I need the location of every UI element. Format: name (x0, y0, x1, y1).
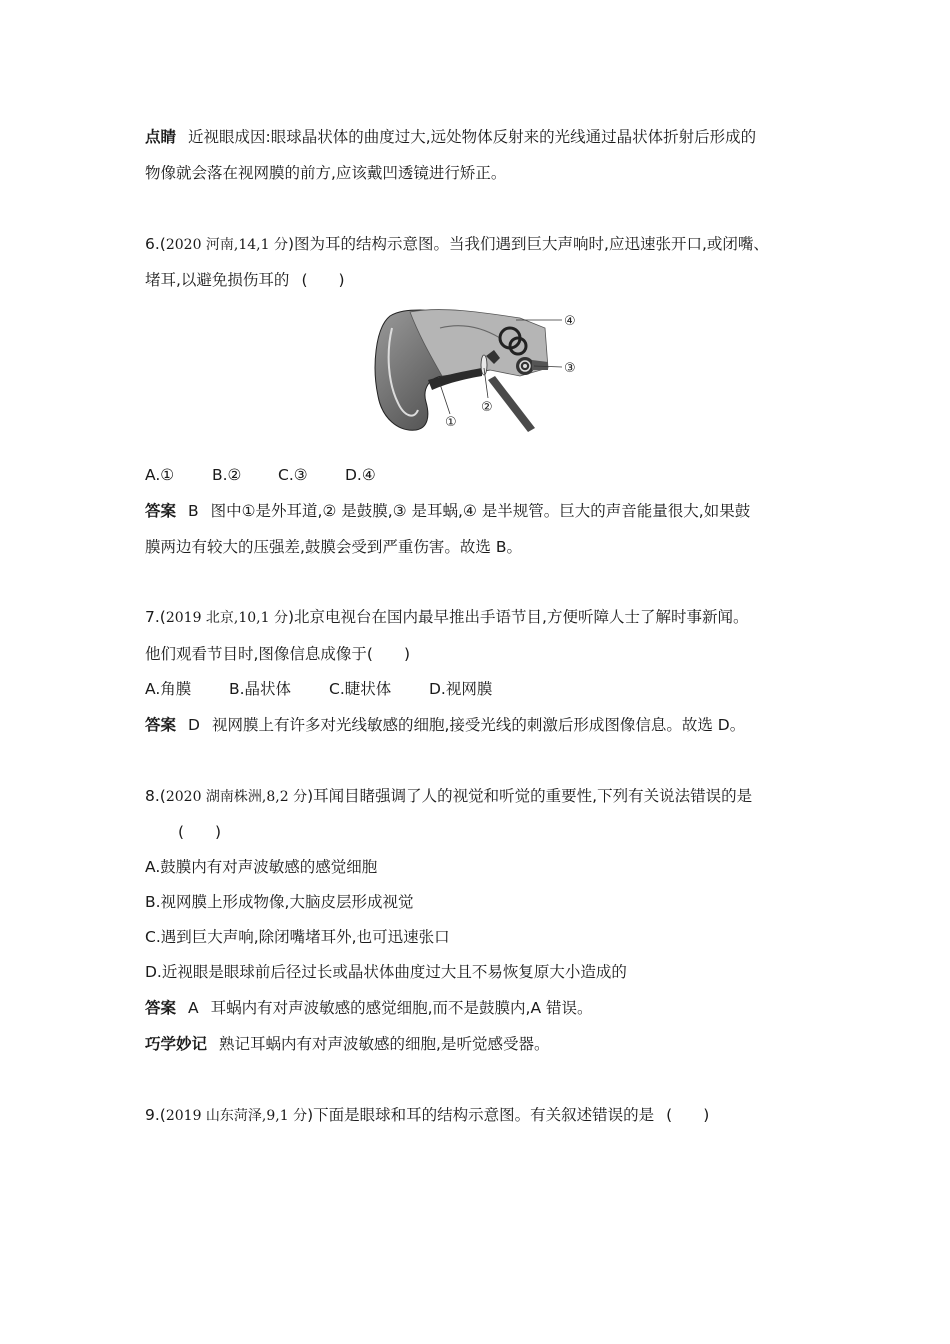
q6-stem-2: 堵耳,以避免损伤耳的 (145, 271, 290, 289)
q7-stem-1: )北京电视台在国内最早推出手语节目,方便听障人士了解时事新闻。 (288, 608, 749, 626)
q8-answer-label: 答案 (145, 999, 177, 1017)
q6-stem-line-2 (145, 269, 345, 291)
q7-stem-2: 他们观看节目时,图像信息成像于( ) (145, 645, 411, 663)
q8-answer-text: 耳蜗内有对声波敏感的感觉细胞,而不是鼓膜内,A 错误。 (210, 999, 593, 1017)
q8-answer-letter: A (188, 999, 199, 1017)
ear-structure-figure (370, 298, 585, 436)
q9-source: 2019 山东菏泽,9,1 分 (165, 1108, 308, 1124)
q8-option-a: A.鼓膜内有对声波敏感的感觉细胞 (145, 858, 378, 876)
q8-stem-line-1 (145, 785, 752, 808)
q6-option-d: D.④ (345, 466, 376, 484)
q6-answer-text-1: 图中①是外耳道,② 是鼓膜,③ 是耳蜗,④ 是半规管。巨大的声音能量很大,如果鼓 (210, 502, 751, 520)
q9-stem-line-1 (145, 1104, 709, 1127)
q8-option-c: C.遇到巨大声响,除闭嘴堵耳外,也可迅速张口 (145, 928, 450, 946)
q7-answer-text: 视网膜上有许多对光线敏感的细胞,接受光线的刺激后形成图像信息。故选 D。 (211, 716, 746, 734)
q7-answer-letter: D (188, 716, 200, 734)
q6-answer-line-2 (145, 536, 522, 558)
q8-stem-line-2 (178, 821, 221, 843)
q7-options (145, 678, 492, 700)
label-2: ② (481, 400, 493, 415)
q9-stem-1: )下面是眼球和耳的结构示意图。有关叙述错误的是 (307, 1106, 655, 1124)
q6-option-c: C.③ (278, 466, 308, 484)
q8-tip-line (145, 1033, 549, 1055)
q7-answer-label: 答案 (145, 716, 177, 734)
q6-answer-text-2: 膜两边有较大的压强差,鼓膜会受到严重伤害。故选 B。 (145, 538, 522, 556)
q6-option-a: A.① (145, 466, 175, 484)
q6-options (145, 464, 376, 486)
q7-option-c: C.睫状体 (329, 680, 392, 698)
q6-option-b: B.② (212, 466, 242, 484)
note-label: 点睛 (145, 128, 177, 146)
q8-answer-line (145, 997, 593, 1019)
q6-answer-label: 答案 (145, 502, 177, 520)
q7-source: 2019 北京,10,1 分 (165, 610, 288, 626)
q7-option-a: A.角膜 (145, 680, 192, 698)
q8-tip-label: 巧学妙记 (145, 1035, 208, 1053)
q6-answer-paren: ( ) (301, 271, 345, 289)
q7-number: 7.( (145, 608, 166, 626)
q7-stem-line-1 (145, 606, 748, 629)
q6-source: 2020 河南,14,1 分 (165, 237, 288, 253)
label-3: ③ (564, 361, 576, 376)
q8-option-d: D.近视眼是眼球前后径过长或晶状体曲度过大且不易恢复原大小造成的 (145, 963, 627, 981)
q9-number: 9.( (145, 1106, 166, 1124)
q6-number: 6.( (145, 235, 166, 253)
q7-answer-line (145, 714, 745, 736)
q8-option-b: B.视网膜上形成物像,大脑皮层形成视觉 (145, 893, 414, 911)
q8-source: 2020 湖南株洲,8,2 分 (165, 789, 308, 805)
note-text-1: 近视眼成因:眼球晶状体的曲度过大,远处物体反射来的光线通过晶状体折射后形成的 (188, 128, 757, 146)
ear-diagram-image (370, 298, 585, 436)
label-1: ① (445, 415, 457, 430)
q7-option-d: D.视网膜 (429, 680, 493, 698)
q6-answer-line-1 (145, 500, 750, 522)
q8-answer-paren: ( ) (178, 823, 222, 841)
q8-stem-1: )耳闻目睹强调了人的视觉和听觉的重要性,下列有关说法错误的是 (307, 787, 753, 805)
q6-stem-line-1 (145, 233, 769, 256)
q6-answer-letter: B (188, 502, 199, 520)
note-line-1 (145, 126, 756, 148)
q8-number: 8.( (145, 787, 166, 805)
q6-stem-1: )图为耳的结构示意图。当我们遇到巨大声响时,应迅速张开口,或闭嘴、 (288, 235, 769, 253)
q8-tip-text: 熟记耳蜗内有对声波敏感的细胞,是听觉感受器。 (219, 1035, 550, 1053)
q7-stem-line-2 (145, 643, 410, 665)
q7-option-b: B.晶状体 (229, 680, 292, 698)
q9-answer-paren: ( ) (666, 1106, 710, 1124)
note-text-2: 物像就会落在视网膜的前方,应该戴凹透镜进行矫正。 (145, 164, 507, 182)
label-4: ④ (564, 314, 576, 329)
note-line-2 (145, 162, 506, 184)
